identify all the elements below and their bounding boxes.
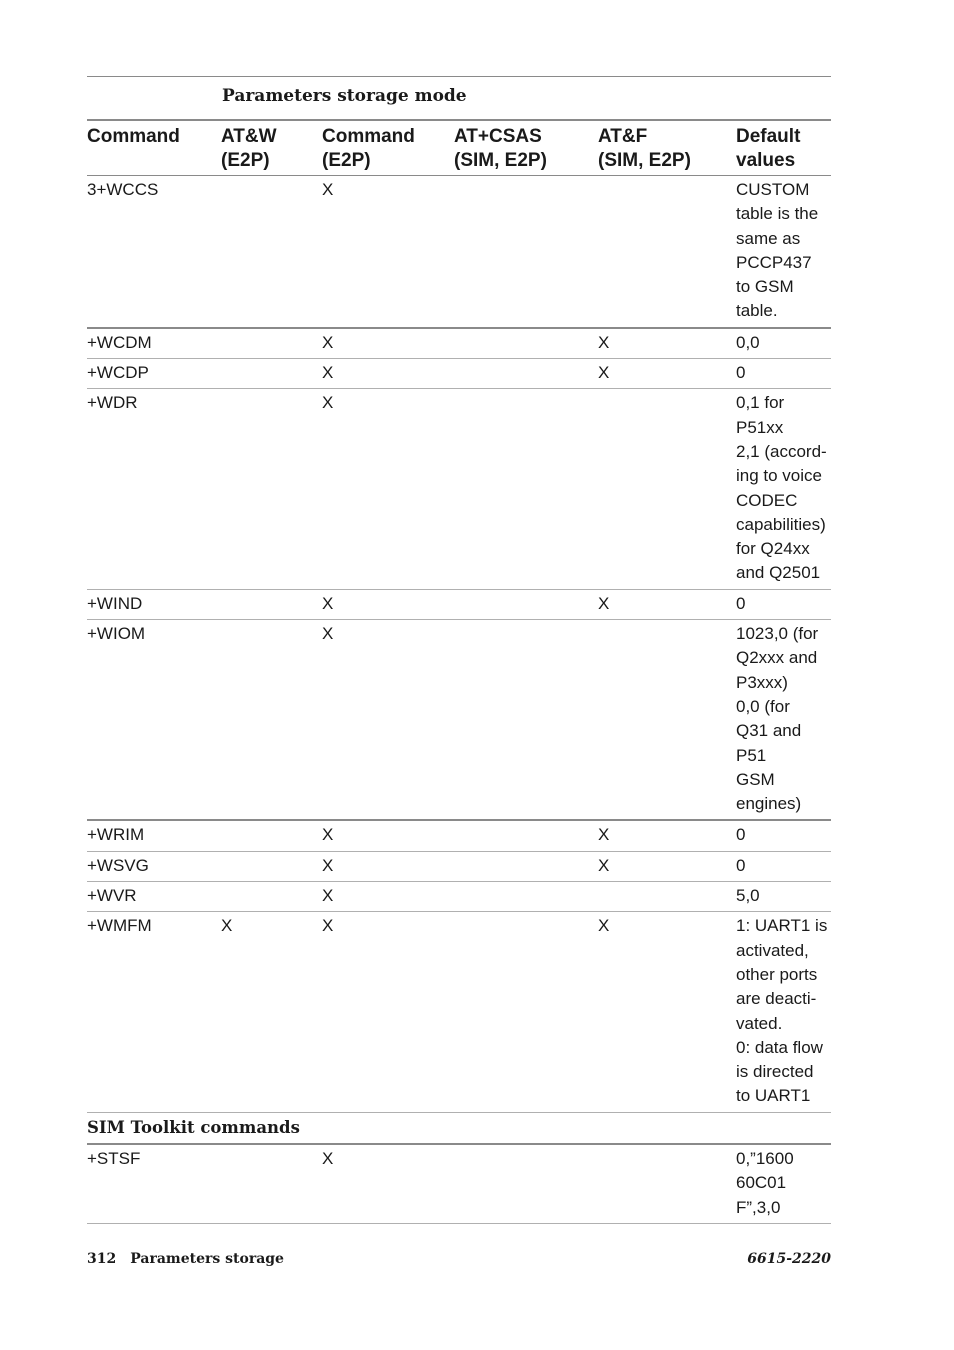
command-cell: +WMFM xyxy=(87,916,152,936)
command-cell: +STSF xyxy=(87,1148,141,1168)
command-cell: +WRIM xyxy=(87,825,145,845)
atw-cell xyxy=(221,328,322,359)
default-value-cell: 0,1 for P51xx 2,1 (accord- ing to voice CODEC capabilities) for Q24xx and Q2501 xyxy=(736,393,827,583)
table-row xyxy=(87,359,831,389)
atw-cell xyxy=(221,851,322,881)
command-e2p-cell: X xyxy=(322,363,334,383)
command-cell: 3+WCCS xyxy=(87,180,159,199)
command-cell: +WDR xyxy=(87,393,138,413)
atw-cell xyxy=(221,176,322,328)
command-cell: +WIND xyxy=(87,593,143,613)
csas-cell xyxy=(454,1144,598,1223)
command-e2p-cell: X xyxy=(322,825,334,845)
atw-cell xyxy=(221,389,322,589)
command-e2p-cell: X xyxy=(322,1148,334,1168)
default-value-cell: 1: UART1 is activated, other ports are deacti- vated. 0: data flow is directed to UART1 xyxy=(736,916,828,1106)
csas-cell xyxy=(454,328,598,359)
command-cell: +WCDM xyxy=(87,332,152,352)
column-header: AT&F (SIM, E2P) xyxy=(598,126,691,171)
atf-cell xyxy=(598,620,736,821)
parameters-table xyxy=(87,121,831,1224)
table-row xyxy=(87,1144,831,1223)
command-cell: +WIOM xyxy=(87,624,146,644)
atw-cell: X xyxy=(221,916,233,936)
command-e2p-cell: X xyxy=(322,624,334,644)
default-value-cell: 0,”1600 60C01 F”,3,0 xyxy=(736,1148,794,1217)
command-e2p-cell: X xyxy=(322,593,334,613)
command-e2p-cell: X xyxy=(322,855,334,875)
atw-cell xyxy=(221,1144,322,1223)
document-number: 6615-2220 xyxy=(747,1251,831,1267)
table-row xyxy=(87,820,831,851)
atw-cell xyxy=(221,620,322,821)
atf-cell: X xyxy=(598,825,610,845)
csas-cell xyxy=(454,820,598,851)
atf-cell: X xyxy=(598,332,610,352)
command-e2p-cell: X xyxy=(322,180,334,199)
atf-cell xyxy=(598,389,736,589)
command-cell: +WCDP xyxy=(87,363,149,383)
group-header: Parameters storage mode xyxy=(222,86,467,106)
csas-cell xyxy=(454,589,598,619)
command-cell: +WSVG xyxy=(87,855,149,875)
atf-cell xyxy=(598,882,736,912)
csas-cell xyxy=(454,620,598,821)
page-footer xyxy=(87,1251,831,1267)
table-row xyxy=(87,176,831,328)
section-row xyxy=(87,1112,831,1144)
table-row xyxy=(87,589,831,619)
table-row xyxy=(87,851,831,881)
parameters-table-page xyxy=(87,76,831,1224)
command-cell: +WVR xyxy=(87,886,137,906)
default-value-cell: 0 xyxy=(736,825,746,845)
command-e2p-cell: X xyxy=(322,886,334,906)
default-value-cell: 0 xyxy=(736,363,746,383)
command-e2p-cell: X xyxy=(322,332,334,352)
default-value-cell: 1023,0 (for Q2xxx and P3xxx) 0,0 (for Q31 and P51 GSM engines) xyxy=(736,624,819,814)
command-e2p-cell: X xyxy=(322,393,334,413)
csas-cell xyxy=(454,389,598,589)
atw-cell xyxy=(221,820,322,851)
footer-section-title: Parameters storage xyxy=(130,1251,284,1267)
column-header: Command (E2P) xyxy=(322,126,415,171)
atf-cell: X xyxy=(598,855,610,875)
default-value-cell: 5,0 xyxy=(736,886,760,906)
atw-cell xyxy=(221,359,322,389)
atf-cell: X xyxy=(598,593,610,613)
atw-cell xyxy=(221,882,322,912)
table-row xyxy=(87,882,831,912)
csas-cell xyxy=(454,912,598,1112)
column-header-row xyxy=(87,121,831,176)
atf-cell: X xyxy=(598,363,610,383)
csas-cell xyxy=(454,882,598,912)
column-header: Default values xyxy=(736,126,801,171)
default-value-cell: 0 xyxy=(736,593,746,613)
table-body xyxy=(87,176,831,1224)
section-heading: SIM Toolkit commands xyxy=(87,1117,300,1137)
atw-cell xyxy=(221,589,322,619)
default-value-cell: 0,0 xyxy=(736,332,760,352)
column-header: AT+CSAS (SIM, E2P) xyxy=(454,126,547,171)
command-e2p-cell: X xyxy=(322,916,334,936)
default-value-cell: CUSTOM table is the same as PCCP437 to GSM table. xyxy=(736,180,819,321)
table-row xyxy=(87,328,831,359)
column-header: AT&W (E2P) xyxy=(221,126,277,171)
atf-cell: X xyxy=(598,916,610,936)
page-number: 312 xyxy=(87,1251,117,1267)
atf-cell xyxy=(598,1144,736,1223)
csas-cell xyxy=(454,359,598,389)
table-row xyxy=(87,620,831,821)
table-row xyxy=(87,912,831,1112)
csas-cell xyxy=(454,176,598,328)
default-value-cell: 0 xyxy=(736,855,746,875)
column-header: Command xyxy=(87,126,180,147)
atf-cell xyxy=(598,176,736,328)
csas-cell xyxy=(454,851,598,881)
table-row xyxy=(87,389,831,589)
